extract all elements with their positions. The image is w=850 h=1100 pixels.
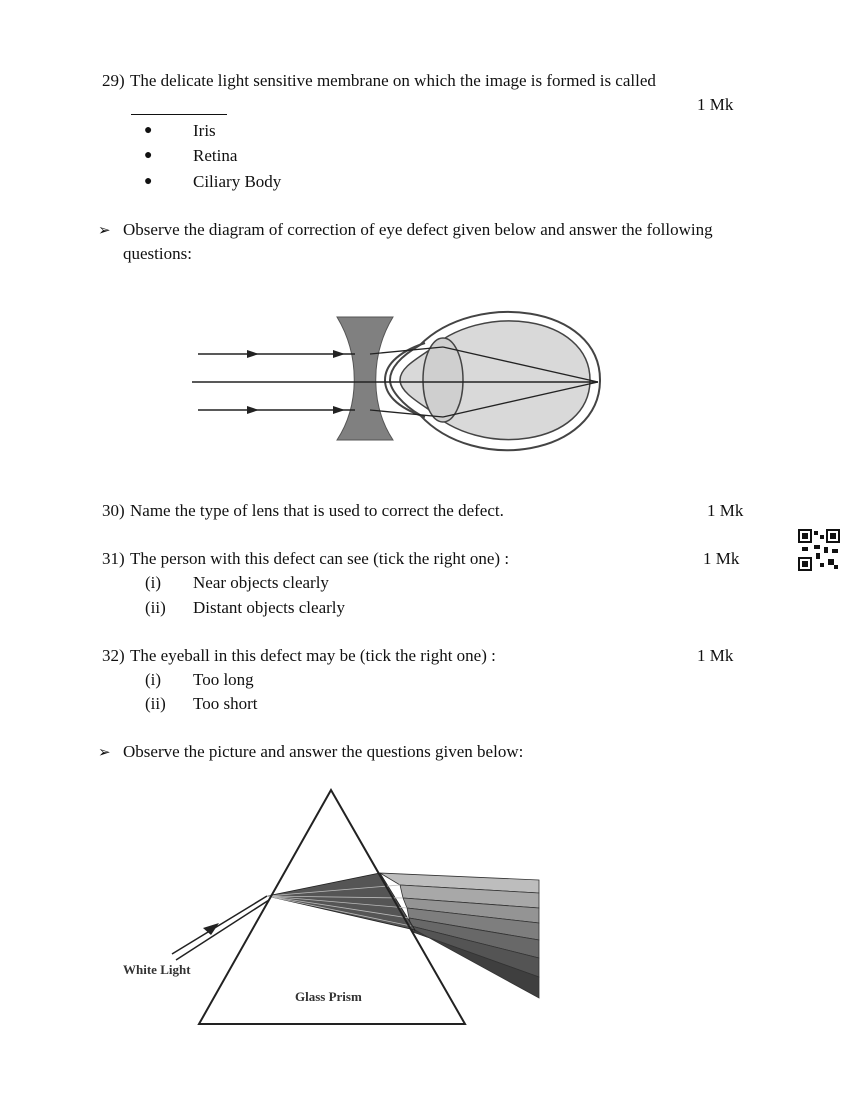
q32-option-2: Too short xyxy=(193,694,258,713)
white-light-ray-2 xyxy=(176,900,269,960)
bullet-dot-icon: ● xyxy=(144,148,153,163)
q29-option-2: Retina xyxy=(193,146,238,165)
q31-option-label-1: (i) xyxy=(145,573,162,592)
qr-code-icon xyxy=(798,529,840,571)
q32-marks: 1 Mk xyxy=(697,646,734,665)
q32-option-1: Too long xyxy=(193,670,254,689)
ray-arrow-icon xyxy=(333,350,345,358)
instruction-eye-defect: Observe the diagram of correction of eye defect given below and answer the following xyxy=(123,220,713,239)
q32-option-label-2: (ii) xyxy=(145,694,166,713)
q32-text: The eyeball in this defect may be (tick the right one) : xyxy=(130,646,496,665)
ray-arrow-icon xyxy=(247,406,259,414)
q29-option-3: Ciliary Body xyxy=(193,172,282,191)
q29-text: The delicate light sensitive membrane on which the image is formed is called xyxy=(130,71,656,90)
q31-option-1: Near objects clearly xyxy=(193,573,329,592)
q32-number: 32) xyxy=(102,646,125,665)
q30-marks: 1 Mk xyxy=(707,501,744,520)
q31-number: 31) xyxy=(102,549,125,568)
eye-defect-diagram xyxy=(185,295,605,465)
ray-arrow-icon xyxy=(247,350,259,358)
q29-marks: 1 Mk xyxy=(697,95,734,114)
arrowhead-bullet-icon: ➢ xyxy=(98,223,111,239)
bullet-dot-icon: ● xyxy=(144,123,153,138)
q31-text: The person with this defect can see (tick the right one) : xyxy=(130,549,510,568)
q31-option-label-2: (ii) xyxy=(145,598,166,617)
q30-text: Name the type of lens that is used to correct the defect. xyxy=(130,501,504,520)
q32-option-label-1: (i) xyxy=(145,670,162,689)
q30-number: 30) xyxy=(102,501,125,520)
instruction-prism: Observe the picture and answer the questions given below: xyxy=(123,742,524,761)
q29-answer-blank xyxy=(131,114,227,115)
instruction-eye-defect-cont: questions: xyxy=(123,244,192,263)
glass-prism-label: Glass Prism xyxy=(295,989,362,1004)
prism-diagram xyxy=(115,782,545,1032)
internal-dispersion xyxy=(267,873,415,930)
bullet-dot-icon: ● xyxy=(144,174,153,189)
q29-option-1: Iris xyxy=(193,121,216,140)
white-light-ray-1 xyxy=(172,896,267,954)
q31-option-2: Distant objects clearly xyxy=(193,598,346,617)
arrowhead-bullet-icon: ➢ xyxy=(98,745,111,761)
q31-marks: 1 Mk xyxy=(703,549,740,568)
ray-arrow-icon xyxy=(333,406,345,414)
white-light-label: White Light xyxy=(123,962,191,977)
q29-number: 29) xyxy=(102,71,125,90)
